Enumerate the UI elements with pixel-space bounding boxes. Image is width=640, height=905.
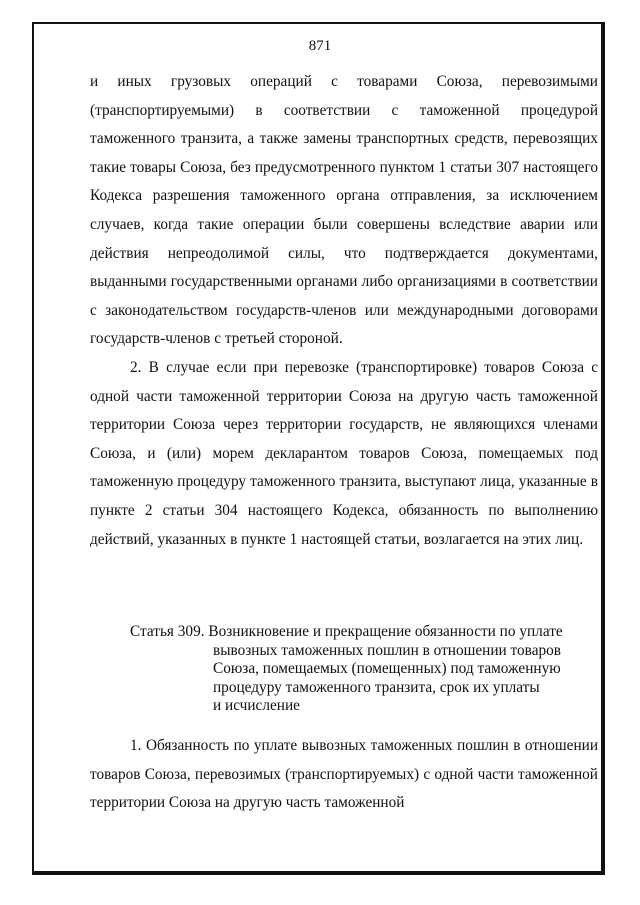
body-text-bottom <box>90 732 598 818</box>
article-title-line-5: и исчисление <box>213 697 300 714</box>
paragraph-item-2: 2. В случае если при перевозке (транспортировке) товаров Союза с одной части таможенной территории Союза на другую часть таможенной территории Союза через территории государств, не являющихся членами Союза, и (или) морем декларантом товаров Союза, помещаемых под таможенную процедуру таможенного транзита, выступают лица, указанные в пункте 2 статьи 304 настоящего Кодекса, обязанность по выполнению действий, указанных в пункте 1 настоящей статьи, возлагается на этих лиц. <box>90 358 598 548</box>
body-text-top <box>90 68 598 554</box>
article-title-line-4: процедуру таможенного транзита, срок их уплаты <box>213 678 540 696</box>
page-number: 871 <box>308 38 332 54</box>
article-title-line-2: вывозных таможенных пошлин в отношении товаров <box>213 641 562 659</box>
paragraph-item-1: 1. Обязанность по уплате вывозных таможенных пошлин в отношении товаров Союза, перевозимых (транспортируемых) с одной части таможенной территории Союза на другую часть таможенной <box>90 737 598 812</box>
paragraph-continuation: и иных грузовых операций с товарами Союза, перевозимыми (транспортируемыми) в соответствии с таможенной процедурой таможенного транзита, а также замены транспортных средств, перевозящих такие товары Союза, без предусмотренного пунктом 1 статьи 307 настоящего Кодекса разрешения таможенного органа отправления, за исключением случаев, когда такие операции были совершены вследствие аварии или действия непреодолимой силы, что подтверждается документами, выданными государственными органами либо организациями в соответствии с законодательством государств-членов или международными договорами государств-членов с третьей стороной. <box>90 73 598 348</box>
article-title-line-3: Союза, помещаемых (помещенных) под таможенную <box>213 660 561 677</box>
article-heading <box>130 623 592 716</box>
article-title-line-1: Статья 309. Возникновение и прекращение обязанности по уплате <box>130 623 563 640</box>
